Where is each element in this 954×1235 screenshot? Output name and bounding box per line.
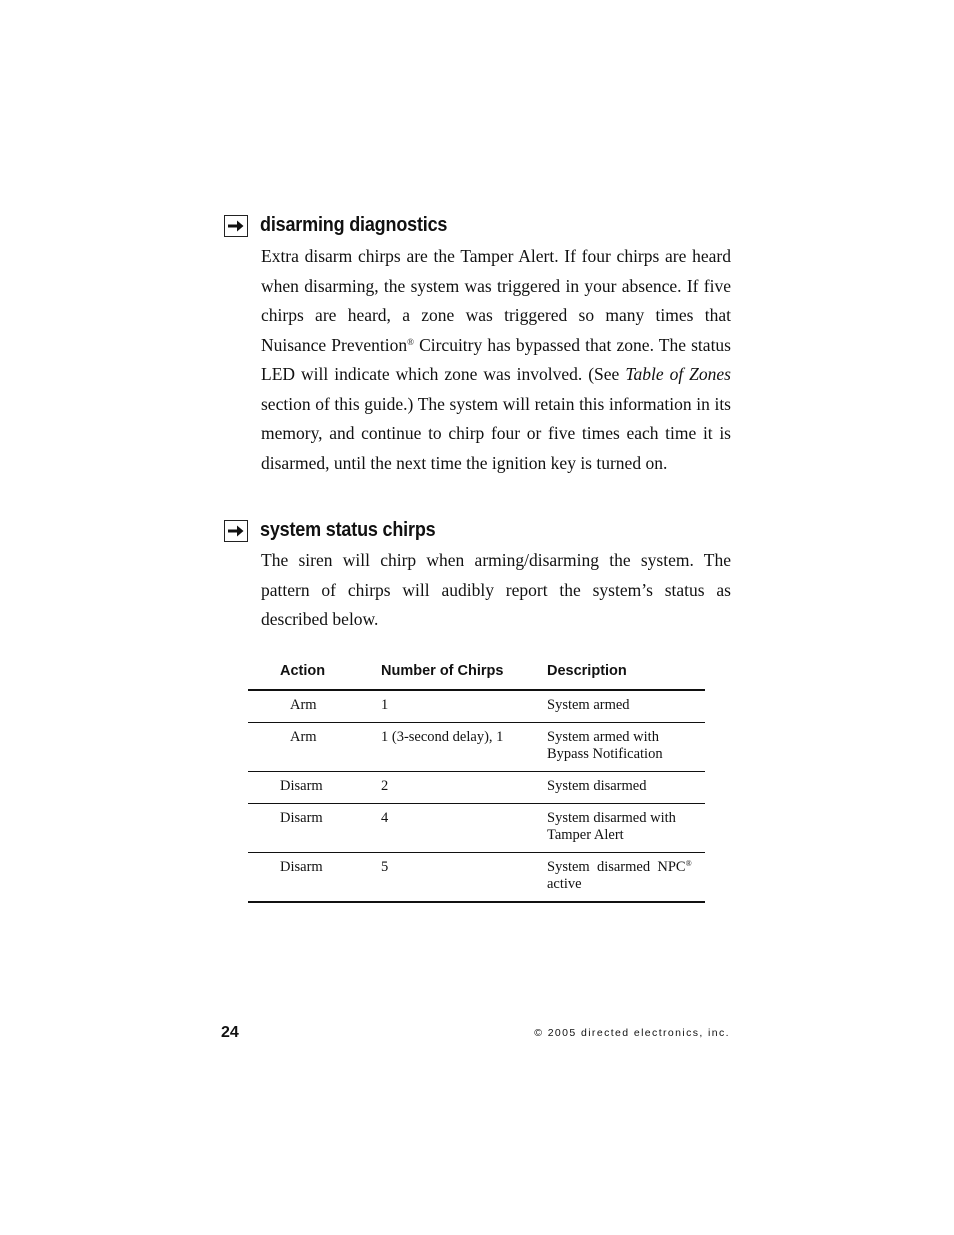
cell-chirps: 5 — [377, 853, 547, 903]
cell-chirps: 2 — [377, 772, 547, 804]
cell-action: Arm — [248, 690, 377, 723]
table-row — [248, 690, 705, 723]
arrow-right-icon — [224, 215, 248, 237]
cell-chirps: 1 — [377, 690, 547, 723]
page-number: 24 — [221, 1024, 239, 1041]
cell-description: System disarmed — [547, 772, 705, 804]
section-heading-system-status-chirps — [224, 519, 455, 542]
cell-chirps: 1 (3-second delay), 1 — [377, 723, 547, 772]
cell-description: System armed with Bypass Notification — [547, 723, 705, 772]
cell-description: System armed — [547, 690, 705, 723]
cell-description: System disarmed with Tamper Alert — [547, 804, 705, 853]
cell-description: System disarmed NPC® active — [547, 853, 705, 903]
system-status-chirps-paragraph: The siren will chirp when arming/disarming the system. The pattern of chirps will audibly report the system’s status as described below. — [261, 550, 731, 629]
copyright-notice: © 2005 directed electronics, inc. — [534, 1027, 730, 1039]
column-header-chirps: Number of Chirps — [377, 656, 547, 690]
disarming-diagnostics-paragraph: Extra disarm chirps are the Tamper Alert. If four chirps are heard when disarming, the system was triggered in your absence. If five chirps are heard, a zone was triggered so many times that Nuisance Prevention® Circuitry has bypassed that zone. The status LED will indicate which zone was involved. (See Table of Zones section of this guide.) The system will retain this information in its memory, and continue to chirp four or five times each time it is disarmed, until the next time the ignition key is turned on. — [261, 246, 731, 473]
section-title: disarming diagnostics — [260, 214, 448, 236]
table-row — [248, 772, 705, 804]
cell-chirps: 4 — [377, 804, 547, 853]
table-row — [248, 723, 705, 772]
table-row — [248, 804, 705, 853]
cell-action: Arm — [248, 723, 377, 772]
column-header-action: Action — [248, 656, 377, 690]
column-header-description: Description — [547, 656, 705, 690]
section-title: system status chirps — [260, 519, 436, 541]
cell-action: Disarm — [248, 853, 377, 903]
section-heading-disarming-diagnostics — [224, 214, 468, 237]
cell-action: Disarm — [248, 772, 377, 804]
table-row — [248, 853, 705, 903]
table-header-row — [248, 656, 705, 690]
status-chirps-table — [248, 656, 705, 903]
arrow-right-icon — [224, 520, 248, 542]
cell-action: Disarm — [248, 804, 377, 853]
